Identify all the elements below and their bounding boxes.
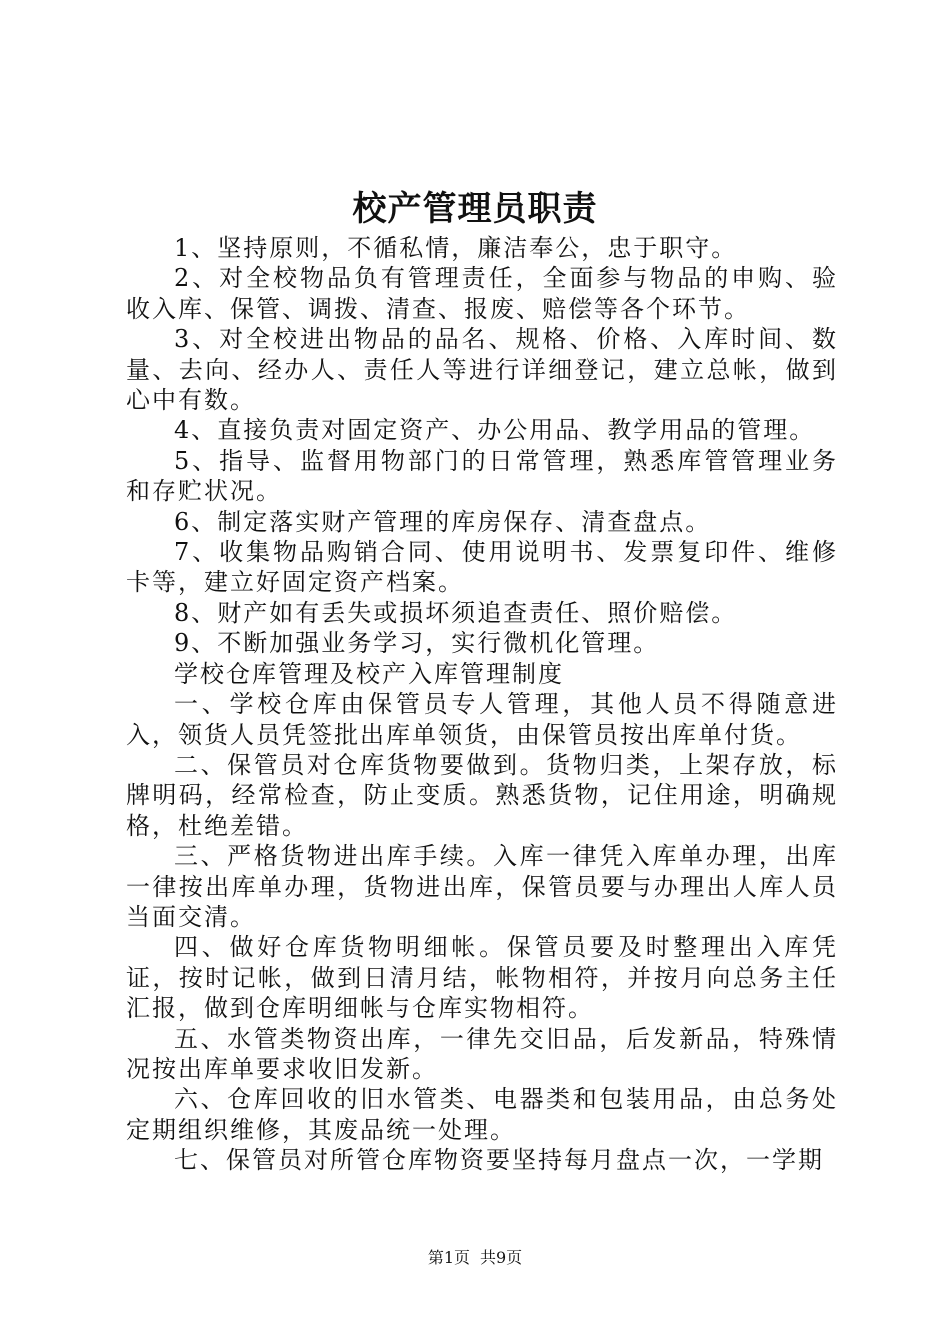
rule-4: 四、做好仓库货物明细帐。保管员要及时整理出入库凭证，按时记帐，做到日清月结，帐物相符，并按月向总务主任汇报，做到仓库明细帐与仓库实物相符。	[126, 933, 838, 1023]
rule-2: 二、保管员对仓库货物要做到。货物归类，上架存放，标牌明码，经常检查，防止变质。熟悉货物，记住用途，明确规格，杜绝差错。	[126, 750, 838, 840]
rule-7: 七、保管员对所管仓库物资要坚持每月盘点一次，一学期	[174, 1146, 824, 1175]
page-total: 共9页	[480, 1248, 523, 1267]
paragraph-1: 1、坚持原则，不循私情，廉洁奉公，忠于职守。	[174, 234, 738, 262]
paragraph-5: 5、指导、监督用物部门的日常管理，熟悉库管管理业务和存贮状况。	[126, 446, 838, 506]
page-number: 第1页	[427, 1248, 470, 1267]
paragraph-2: 2、对全校物品负有管理责任，全面参与物品的申购、验收入库、保管、调拨、清查、报废、赔偿等各个环节。	[126, 264, 838, 323]
paragraph-7: 7、收集物品购销合同、使用说明书、发票复印件、维修卡等，建立好固定资产档案。	[126, 538, 838, 597]
rule-1: 一、学校仓库由保管员专人管理，其他人员不得随意进入，领货人员凭签批出库单领货，由保管员按出库单付货。	[126, 690, 838, 749]
paragraph-9: 9、不断加强业务学习，实行微机化管理。	[174, 629, 660, 658]
paragraph-3: 3、对全校进出物品的品名、规格、价格、入库时间、数量、去向、经办人、责任人等进行详细登记，建立总帐，做到心中有数。	[126, 325, 838, 415]
rule-3: 三、严格货物进出库手续。入库一律凭入库单办理，出库一律按出库单办理，货物进出库，保管员要与办理出人库人员当面交清。	[126, 842, 838, 931]
section-heading: 学校仓库管理及校产入库管理制度	[174, 659, 564, 688]
rule-5: 五、水管类物资出库，一律先交旧品，后发新品，特殊情况按出库单要求收旧发新。	[126, 1024, 838, 1083]
paragraph-6: 6、制定落实财产管理的库房保存、清查盘点。	[174, 507, 712, 536]
document-title: 校产管理员职责	[352, 189, 598, 229]
document-body	[126, 233, 838, 1176]
paragraph-4: 4、直接负责对固定资产、办公用品、教学用品的管理。	[174, 416, 816, 445]
page-footer	[0, 1248, 950, 1268]
rule-6: 六、仓库回收的旧水管类、电器类和包装用品，由总务处定期组织维修，其废品统一处理。	[126, 1085, 838, 1144]
paragraph-8: 8、财产如有丢失或损坏须追查责任、照价赔偿。	[174, 598, 738, 627]
